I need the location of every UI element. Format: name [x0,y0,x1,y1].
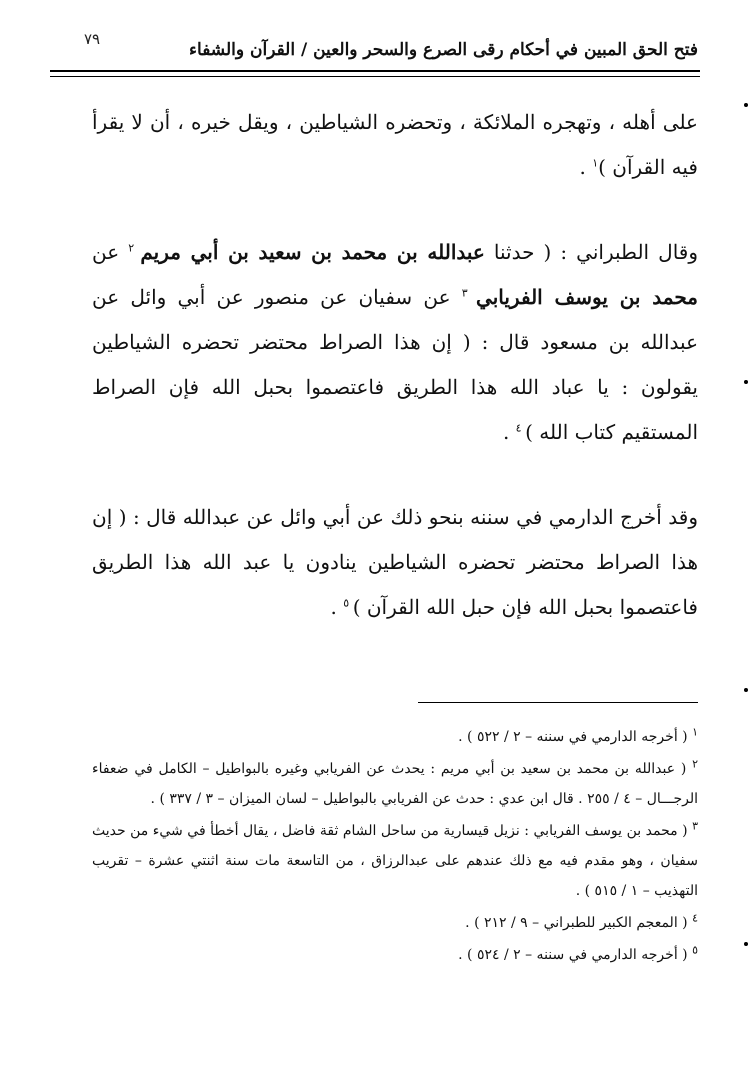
footnote-text: ( المعجم الكبير للطبراني – ٩ / ٢١٢ ) . [465,915,688,931]
footnote [92,908,698,938]
scan-mark [744,942,748,946]
text-segment: عن سفيان عن منصور عن أبي وائل عن عبدالله بن مسعود قال : ( إن هذا الصراط محتضر تحضره الشياطين يقولون : يا عباد الله هذا الطريق فاعتصموا بحبل الله فإن الصراط المستقيم كتاب الله ) [92,285,698,444]
text-segment: على أهله ، وتهجره الملائكة ، وتحضره الشياطين ، ويقل خيره ، أن لا يقرأ فيه القرآن ) [92,110,698,179]
footnote-ref: ٤ [515,421,526,435]
footnote [92,816,698,906]
footnote-number: ٢ [692,757,699,771]
text-segment: . [502,420,516,444]
footnote-text: ( عبدالله بن محمد بن سعيد بن أبي مريم : يحدث عن الفريابي وغيره بالبواطيل – الكامل في ضعفاء الرجـــال – ٤ / ٢٥٥ . قال ابن عدي : حدث عن الفريابي بالبواطيل – لسان الميزان – ٣ / ٣٣٧ ) . [92,761,698,807]
text-segment: وقال الطبراني : ( حدثنا [484,240,699,264]
footnote-number: ٣ [692,819,699,833]
footnote-text: ( محمد بن يوسف الفريابي : نزيل قيسارية من ساحل الشام ثقة فاضل ، يقال أخطأ في شيء من حديث سفيان ، وهو مقدم فيه مع ذلك عندهم على عبدالرزاق ، من التاسعة مات سنة اثنتي عشرة – تقريب التهذيب – ١ / ٥١٥ ) . [92,823,698,899]
paragraph [92,495,698,630]
footnotes [92,722,698,972]
scan-mark [744,380,748,384]
scan-mark [744,103,748,107]
footnote-divider [418,702,698,703]
footnote [92,722,698,752]
footnote-number: ١ [692,725,698,739]
main-text [92,100,698,670]
text-segment: . [330,595,344,619]
running-title: فتح الحق المبين في أحكام رقى الصرع والسحر والعين / القرآن والشفاء [189,40,698,60]
header-divider [50,70,700,77]
footnote-ref: ٥ [343,596,353,610]
narrator-name: محمد بن يوسف الفريابي [476,285,698,309]
paragraph [92,100,698,190]
text-segment: . [579,155,593,179]
narrator-name: عبدالله بن محمد بن سعيد بن أبي مريم [140,240,485,264]
footnote-number: ٥ [692,943,698,957]
text-segment: وقد أخرج الدارمي في سننه بنحو ذلك عن أبي وائل عن عبدالله قال : ( إن هذا الصراط محتضر تحضره الشياطين ينادون يا عبد الله هذا الطريق فاعتصموا بحبل الله فإن حبل الله القرآن ) [92,505,698,619]
footnote [92,940,698,970]
footnote-text: ( أخرجه الدارمي في سننه – ٢ / ٥٢٤ ) . [458,947,688,963]
footnote [92,754,698,814]
scan-mark [744,688,748,692]
footnote-text: ( أخرجه الدارمي في سننه – ٢ / ٥٢٢ ) . [458,729,688,745]
text-segment: عن [92,240,129,264]
paragraph [92,230,698,455]
page-number: ٧٩ [84,30,101,48]
footnote-ref: ٣ [461,286,477,300]
footnote-number: ٤ [692,911,698,925]
footnote-ref: ١ [592,156,599,170]
footnote-ref: ٢ [128,241,141,255]
